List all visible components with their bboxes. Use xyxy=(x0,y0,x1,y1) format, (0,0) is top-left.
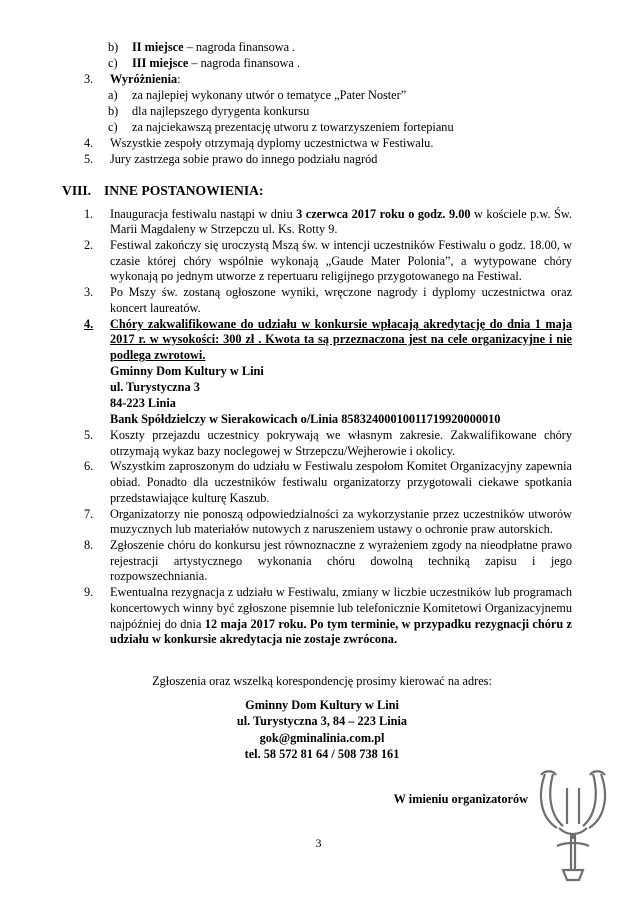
section-heading xyxy=(62,182,572,200)
list-marker: b) xyxy=(108,103,119,118)
list-marker: 3. xyxy=(84,71,94,86)
list-text: za najlepiej wykonany utwór o tematyce „Pater Noster” xyxy=(132,87,407,102)
list-marker: 6. xyxy=(84,459,94,474)
list-text: Jury zastrzega sobie prawo do innego podziału nagród xyxy=(110,151,378,166)
contact-email: gok@gminalinia.com.pl xyxy=(259,730,385,745)
list-text xyxy=(110,72,572,88)
list-item xyxy=(62,152,572,168)
list-marker: b) xyxy=(108,40,119,54)
text-part-bold: 12 maja 2017 roku. Po tym terminie, w przypadku rezygnacji chóru z udziału w konkursie akredytacja nie zostaje zwrócona. xyxy=(110,616,572,647)
contact-block xyxy=(62,697,572,762)
list-text xyxy=(132,40,572,56)
list-marker: c) xyxy=(108,119,118,134)
list-marker: 4. xyxy=(84,135,94,150)
payee-street: ul. Turystyczna 3 xyxy=(110,379,200,394)
payee-city: 84-223 Linia xyxy=(110,395,176,410)
page-number: 3 xyxy=(315,836,322,850)
list-text: Zgłoszenie chóru do konkursu jest równoznaczne z wyrażeniem zgody na nieodpłatne prawo rejestracji artystycznego wykonania chóru dowolną techniką zapisu i jego rozpowszechniania. xyxy=(110,537,572,584)
list-item xyxy=(62,459,572,506)
list-item xyxy=(62,538,572,585)
list-marker: 5. xyxy=(84,151,94,166)
list-text-rest: – nagroda finansowa . xyxy=(183,40,296,54)
list-text-bold: Wyróżnienia xyxy=(110,71,178,86)
signature-line: W imieniu organizatorów xyxy=(393,791,528,806)
text-part: Ewentualna rezygnacja z udziału w Festiwalu, zmiany w liczbie uczestników lub programach koncertowych winny być zgłoszone pisemnie lub telefonicznie Komitetowi Organizacyjnemu najpóźniej do dnia xyxy=(110,585,572,631)
list-marker: a) xyxy=(108,87,118,102)
list-marker: 2. xyxy=(84,238,94,253)
list-marker: c) xyxy=(108,55,118,70)
list-text: Organizatorzy nie ponoszą odpowiedzialności za wykorzystanie przez uczestników utworów muzycznych lub materiałów nutowych z naruszeniem ustawy o ochronie praw autorskich. xyxy=(110,506,572,537)
list-marker: 5. xyxy=(84,427,94,442)
list-text xyxy=(132,56,572,72)
list-text xyxy=(110,207,572,238)
list-text-rest: – nagroda finansowa . xyxy=(188,55,301,70)
contact-name: Gminny Dom Kultury w Lini xyxy=(245,698,399,713)
list-marker: 4. xyxy=(84,316,94,331)
contact-address: ul. Turystyczna 3, 84 – 223 Linia xyxy=(236,714,408,729)
list-text-bold: III miejsce xyxy=(132,55,189,70)
contact-phone: tel. 58 572 81 64 / 508 738 161 xyxy=(244,746,400,761)
list-item xyxy=(62,285,572,316)
lyre-logo-icon xyxy=(527,766,619,884)
section-number: VIII. xyxy=(62,182,92,198)
list-text: Po Mszy św. zostaną ogłoszone wyniki, wręczone nagrody i dyplomy uczestnictwa oraz koncert laureatów. xyxy=(110,285,572,315)
list-text: Koszty przejazdu uczestnicy pokrywają we własnym zakresie. Zakwalifikowane chóry otrzymają wykaz bazy noclegowej w Strzepczu/Wejherowie i okolicy. xyxy=(110,427,572,458)
list-text-rest: : xyxy=(177,71,181,86)
list-text-bold: II miejsce xyxy=(132,40,184,54)
text-part: Inauguracja festiwalu nastąpi w dniu xyxy=(110,206,297,221)
list-text: Wszystkim zaproszonym do udziału w Festiwalu zespołom Komitet Organizacyjny zapewnia obiad. Ponadto dla uczestników festiwalu organizatorzy przygotowali ciekawe spotkania przedstawiające kulturę Kaszub. xyxy=(110,459,572,505)
list-marker: 3. xyxy=(84,285,94,300)
list-text: dla najlepszego dyrygenta konkursu xyxy=(132,103,310,118)
payee-name: Gminny Dom Kultury w Lini xyxy=(110,363,264,378)
list-marker: 9. xyxy=(84,585,94,600)
section-title: INNE POSTANOWIENIA: xyxy=(104,182,264,198)
list-item xyxy=(62,88,572,104)
list-text: Wszystkie zespoły otrzymają dyplomy uczestnictwa w Festiwalu. xyxy=(110,135,434,150)
list-marker: 7. xyxy=(84,506,94,521)
list-text xyxy=(110,585,572,648)
text-part-bold: 3 czerwca 2017 roku o godz. 9.00 xyxy=(296,206,471,221)
list-text: za najciekawszą prezentację utworu z towarzyszeniem fortepianu xyxy=(132,119,454,134)
list-item xyxy=(62,120,572,136)
text-part: w kościele p.w. Św. Marii Magdaleny w Strzepczu ul. Ks. Rotty 9. xyxy=(110,206,573,237)
list-item xyxy=(62,72,572,88)
list-item xyxy=(62,428,572,459)
list-item xyxy=(62,207,572,238)
list-item-highlighted xyxy=(62,317,572,364)
list-item xyxy=(62,238,572,285)
list-item xyxy=(62,507,572,538)
list-marker: 1. xyxy=(84,206,94,221)
document-body xyxy=(62,40,572,808)
list-text: Festiwal zakończy się uroczystą Mszą św. w intencji uczestników Festiwalu o godz. 18.00, w czasie której chóry wspólnie wykonają „Gaude Mater Polonia”, a wytypowane chóry wykonają po jednym utworze z repertuaru religijnego przygotowanego na Festiwal. xyxy=(110,238,572,284)
closing-note: Zgłoszenia oraz wszelką korespondencję prosimy kierować na adres: xyxy=(152,674,492,689)
list-marker: 8. xyxy=(84,537,94,552)
payee-bank-account: Bank Spółdzielczy w Sierakowicach o/Linia 85832400010011719920000010 xyxy=(110,411,501,426)
list-item xyxy=(62,56,572,72)
list-item xyxy=(62,136,572,152)
list-item xyxy=(62,40,572,56)
list-item xyxy=(62,104,572,120)
list-item xyxy=(62,585,572,648)
list-text: Chóry zakwalifikowane do udziału w konkursie wpłacają akredytację do dnia 1 maja 2017 r. w wysokości: 300 zł . Kwota ta są przeznaczona jest na cele organizacyjne i nie podlega zwrotowi. xyxy=(110,316,572,363)
